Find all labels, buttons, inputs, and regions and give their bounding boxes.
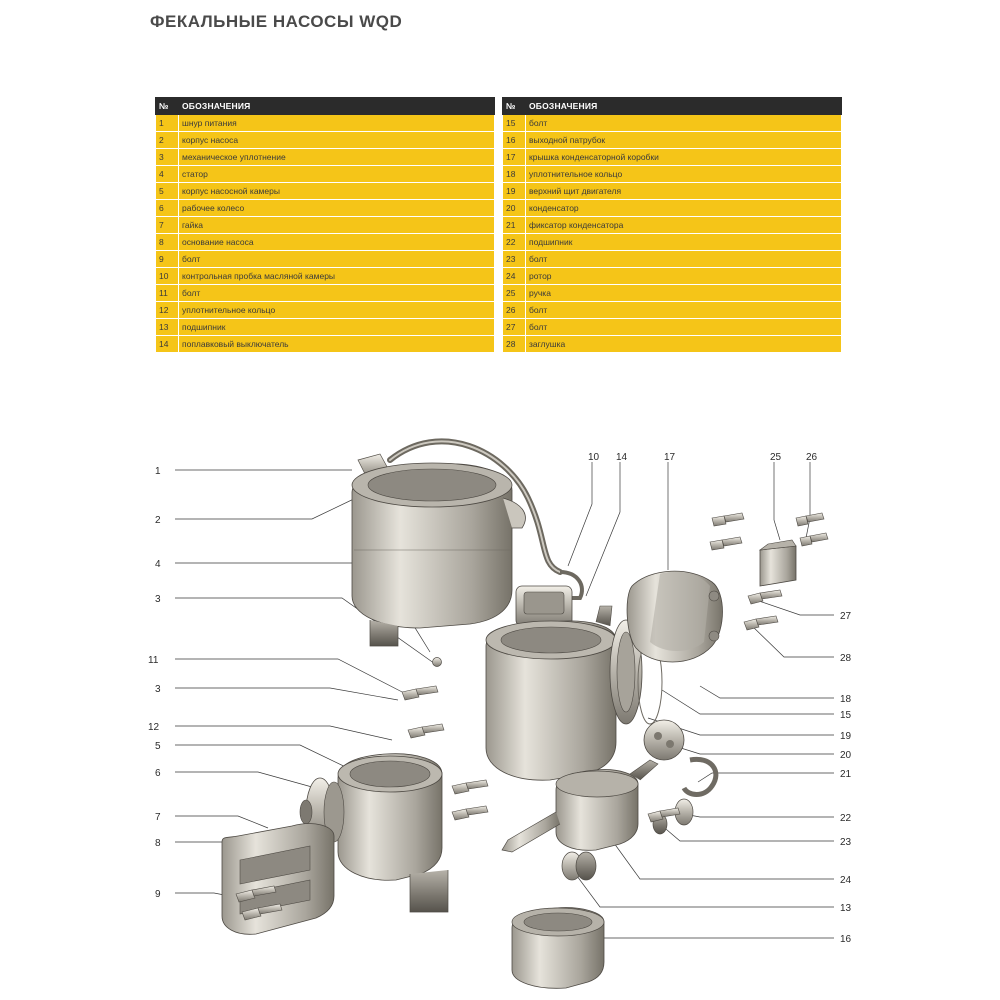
- callout-number: 18: [840, 694, 852, 705]
- legend-row-label: заглушка: [526, 336, 842, 353]
- legend-row: [156, 166, 495, 183]
- legend-row-label: болт: [526, 251, 842, 268]
- legend-row: [156, 302, 495, 319]
- legend-row-number: 21: [503, 217, 526, 234]
- callout-number: 5: [155, 741, 161, 752]
- part-outlet-pipe: [512, 908, 604, 989]
- legend-row: [503, 319, 842, 336]
- legend-row: [503, 132, 842, 149]
- legend-row: [503, 302, 842, 319]
- legend-row-label: болт: [526, 319, 842, 336]
- legend-header-label: ОБОЗНАЧЕНИЯ: [179, 98, 495, 115]
- part-pump-chamber-housing: [338, 754, 448, 912]
- callout-number: 9: [155, 889, 161, 900]
- callout-number: 27: [840, 611, 852, 622]
- legend-row-label: выходной патрубок: [526, 132, 842, 149]
- page-title: ФЕКАЛЬНЫЕ НАСОСЫ WQD: [150, 12, 403, 31]
- legend-row-number: 4: [156, 166, 179, 183]
- legend-row: [156, 268, 495, 285]
- legend-row-label: болт: [179, 251, 495, 268]
- legend-row: [156, 132, 495, 149]
- legend-row-number: 8: [156, 234, 179, 251]
- callout-number: 20: [840, 750, 852, 761]
- part-capacitor-box-cover: [627, 571, 722, 662]
- callout-number: 23: [840, 837, 852, 848]
- legend-row: [156, 183, 495, 200]
- legend-row-number: 6: [156, 200, 179, 217]
- callout-number: 21: [840, 769, 852, 780]
- legend-row-number: 17: [503, 149, 526, 166]
- legend-row: [156, 115, 495, 132]
- legend-row: [503, 285, 842, 302]
- legend-row-label: болт: [179, 285, 495, 302]
- legend-row: [156, 336, 495, 353]
- legend-row: [156, 251, 495, 268]
- legend-table-right: [502, 97, 842, 353]
- part-pump-housing: [352, 463, 525, 646]
- legend-row: [503, 217, 842, 234]
- legend-row-label: верхний щит двигателя: [526, 183, 842, 200]
- legend-row-number: 7: [156, 217, 179, 234]
- callout-number: 3: [155, 684, 161, 695]
- legend-row-label: шнур питания: [179, 115, 495, 132]
- legend-row: [503, 149, 842, 166]
- legend-row-number: 11: [156, 285, 179, 302]
- callout-number: 14: [616, 452, 628, 463]
- legend-row-label: основание насоса: [179, 234, 495, 251]
- part-capacitor: [644, 720, 684, 760]
- legend-row-number: 25: [503, 285, 526, 302]
- legend-header-row: [156, 98, 495, 115]
- legend-row-number: 26: [503, 302, 526, 319]
- legend-row-label: поплавковый выключатель: [179, 336, 495, 353]
- legend-row-number: 20: [503, 200, 526, 217]
- legend-row-number: 5: [156, 183, 179, 200]
- legend-row-label: статор: [179, 166, 495, 183]
- legend-row: [156, 217, 495, 234]
- legend-row-number: 16: [503, 132, 526, 149]
- legend-row-label: фиксатор конденсатора: [526, 217, 842, 234]
- legend-row: [503, 183, 842, 200]
- legend-row: [503, 251, 842, 268]
- legend-row-number: 27: [503, 319, 526, 336]
- legend-row-label: уплотнительное кольцо: [526, 166, 842, 183]
- callout-number: 19: [840, 731, 852, 742]
- legend-row-number: 19: [503, 183, 526, 200]
- legend-row-label: контрольная пробка масляной камеры: [179, 268, 495, 285]
- legend-row-number: 9: [156, 251, 179, 268]
- legend-row-label: ручка: [526, 285, 842, 302]
- callout-number: 3: [155, 594, 161, 605]
- legend-row-label: подшипник: [526, 234, 842, 251]
- exploded-view-diagram: [0, 400, 1000, 1000]
- callout-number: 8: [155, 838, 161, 849]
- legend-row-label: болт: [526, 115, 842, 132]
- callout-number: 25: [770, 452, 782, 463]
- callout-number: 11: [148, 655, 159, 666]
- legend-row-number: 22: [503, 234, 526, 251]
- legend-row: [156, 149, 495, 166]
- legend-row: [503, 200, 842, 217]
- legend-row-number: 10: [156, 268, 179, 285]
- legend-row-label: механическое уплотнение: [179, 149, 495, 166]
- legend-header-row: [503, 98, 842, 115]
- legend-row: [156, 285, 495, 302]
- legend-header-num: №: [503, 98, 526, 115]
- legend-row-number: 24: [503, 268, 526, 285]
- callout-number: 4: [155, 559, 161, 570]
- legend-row-label: корпус насоса: [179, 132, 495, 149]
- legend-row-number: 18: [503, 166, 526, 183]
- part-oil-plug: [433, 658, 442, 667]
- legend-row-label: гайка: [179, 217, 495, 234]
- callout-number: 17: [664, 452, 676, 463]
- legend-row: [503, 268, 842, 285]
- callout-number: 22: [840, 813, 852, 824]
- legend-row-label: крышка конденсаторной коробки: [526, 149, 842, 166]
- legend-row-number: 13: [156, 319, 179, 336]
- legend-row-label: ротор: [526, 268, 842, 285]
- callout-number: 7: [155, 812, 161, 823]
- legend-row: [503, 115, 842, 132]
- callout-number: 16: [840, 934, 852, 945]
- legend-row-number: 28: [503, 336, 526, 353]
- legend-row-number: 12: [156, 302, 179, 319]
- legend-row-label: подшипник: [179, 319, 495, 336]
- legend-row-number: 15: [503, 115, 526, 132]
- legend-row: [156, 319, 495, 336]
- callout-number: 24: [840, 875, 852, 886]
- callout-number: 13: [840, 903, 852, 914]
- legend-row: [503, 336, 842, 353]
- legend-row: [503, 166, 842, 183]
- callout-number: 15: [840, 710, 852, 721]
- callout-number: 12: [148, 722, 160, 733]
- legend-row-label: конденсатор: [526, 200, 842, 217]
- part-handle: [760, 540, 796, 586]
- legend-row-number: 2: [156, 132, 179, 149]
- legend-header-label: ОБОЗНАЧЕНИЯ: [526, 98, 842, 115]
- part-pump-base: [222, 824, 334, 935]
- legend-row-label: корпус насосной камеры: [179, 183, 495, 200]
- legend-header-num: №: [156, 98, 179, 115]
- legend-row-label: болт: [526, 302, 842, 319]
- part-stator: [486, 606, 616, 780]
- callout-number: 26: [806, 452, 818, 463]
- callout-number: 28: [840, 653, 852, 664]
- part-float-switch: [516, 572, 582, 626]
- callout-number: 10: [588, 452, 600, 463]
- legend-table-left: [155, 97, 495, 353]
- callout-number: 1: [155, 466, 161, 477]
- legend-row: [156, 234, 495, 251]
- legend-row-number: 3: [156, 149, 179, 166]
- legend-row: [503, 234, 842, 251]
- legend-row-label: рабочее колесо: [179, 200, 495, 217]
- part-bearing-13: [562, 852, 596, 880]
- legend-row-number: 14: [156, 336, 179, 353]
- part-capacitor-clamp: [684, 759, 716, 794]
- callout-number: 2: [155, 515, 161, 526]
- callout-number: 6: [155, 768, 161, 779]
- legend-row-label: уплотнительное кольцо: [179, 302, 495, 319]
- legend-row-number: 1: [156, 115, 179, 132]
- legend-row: [156, 200, 495, 217]
- legend-row-number: 23: [503, 251, 526, 268]
